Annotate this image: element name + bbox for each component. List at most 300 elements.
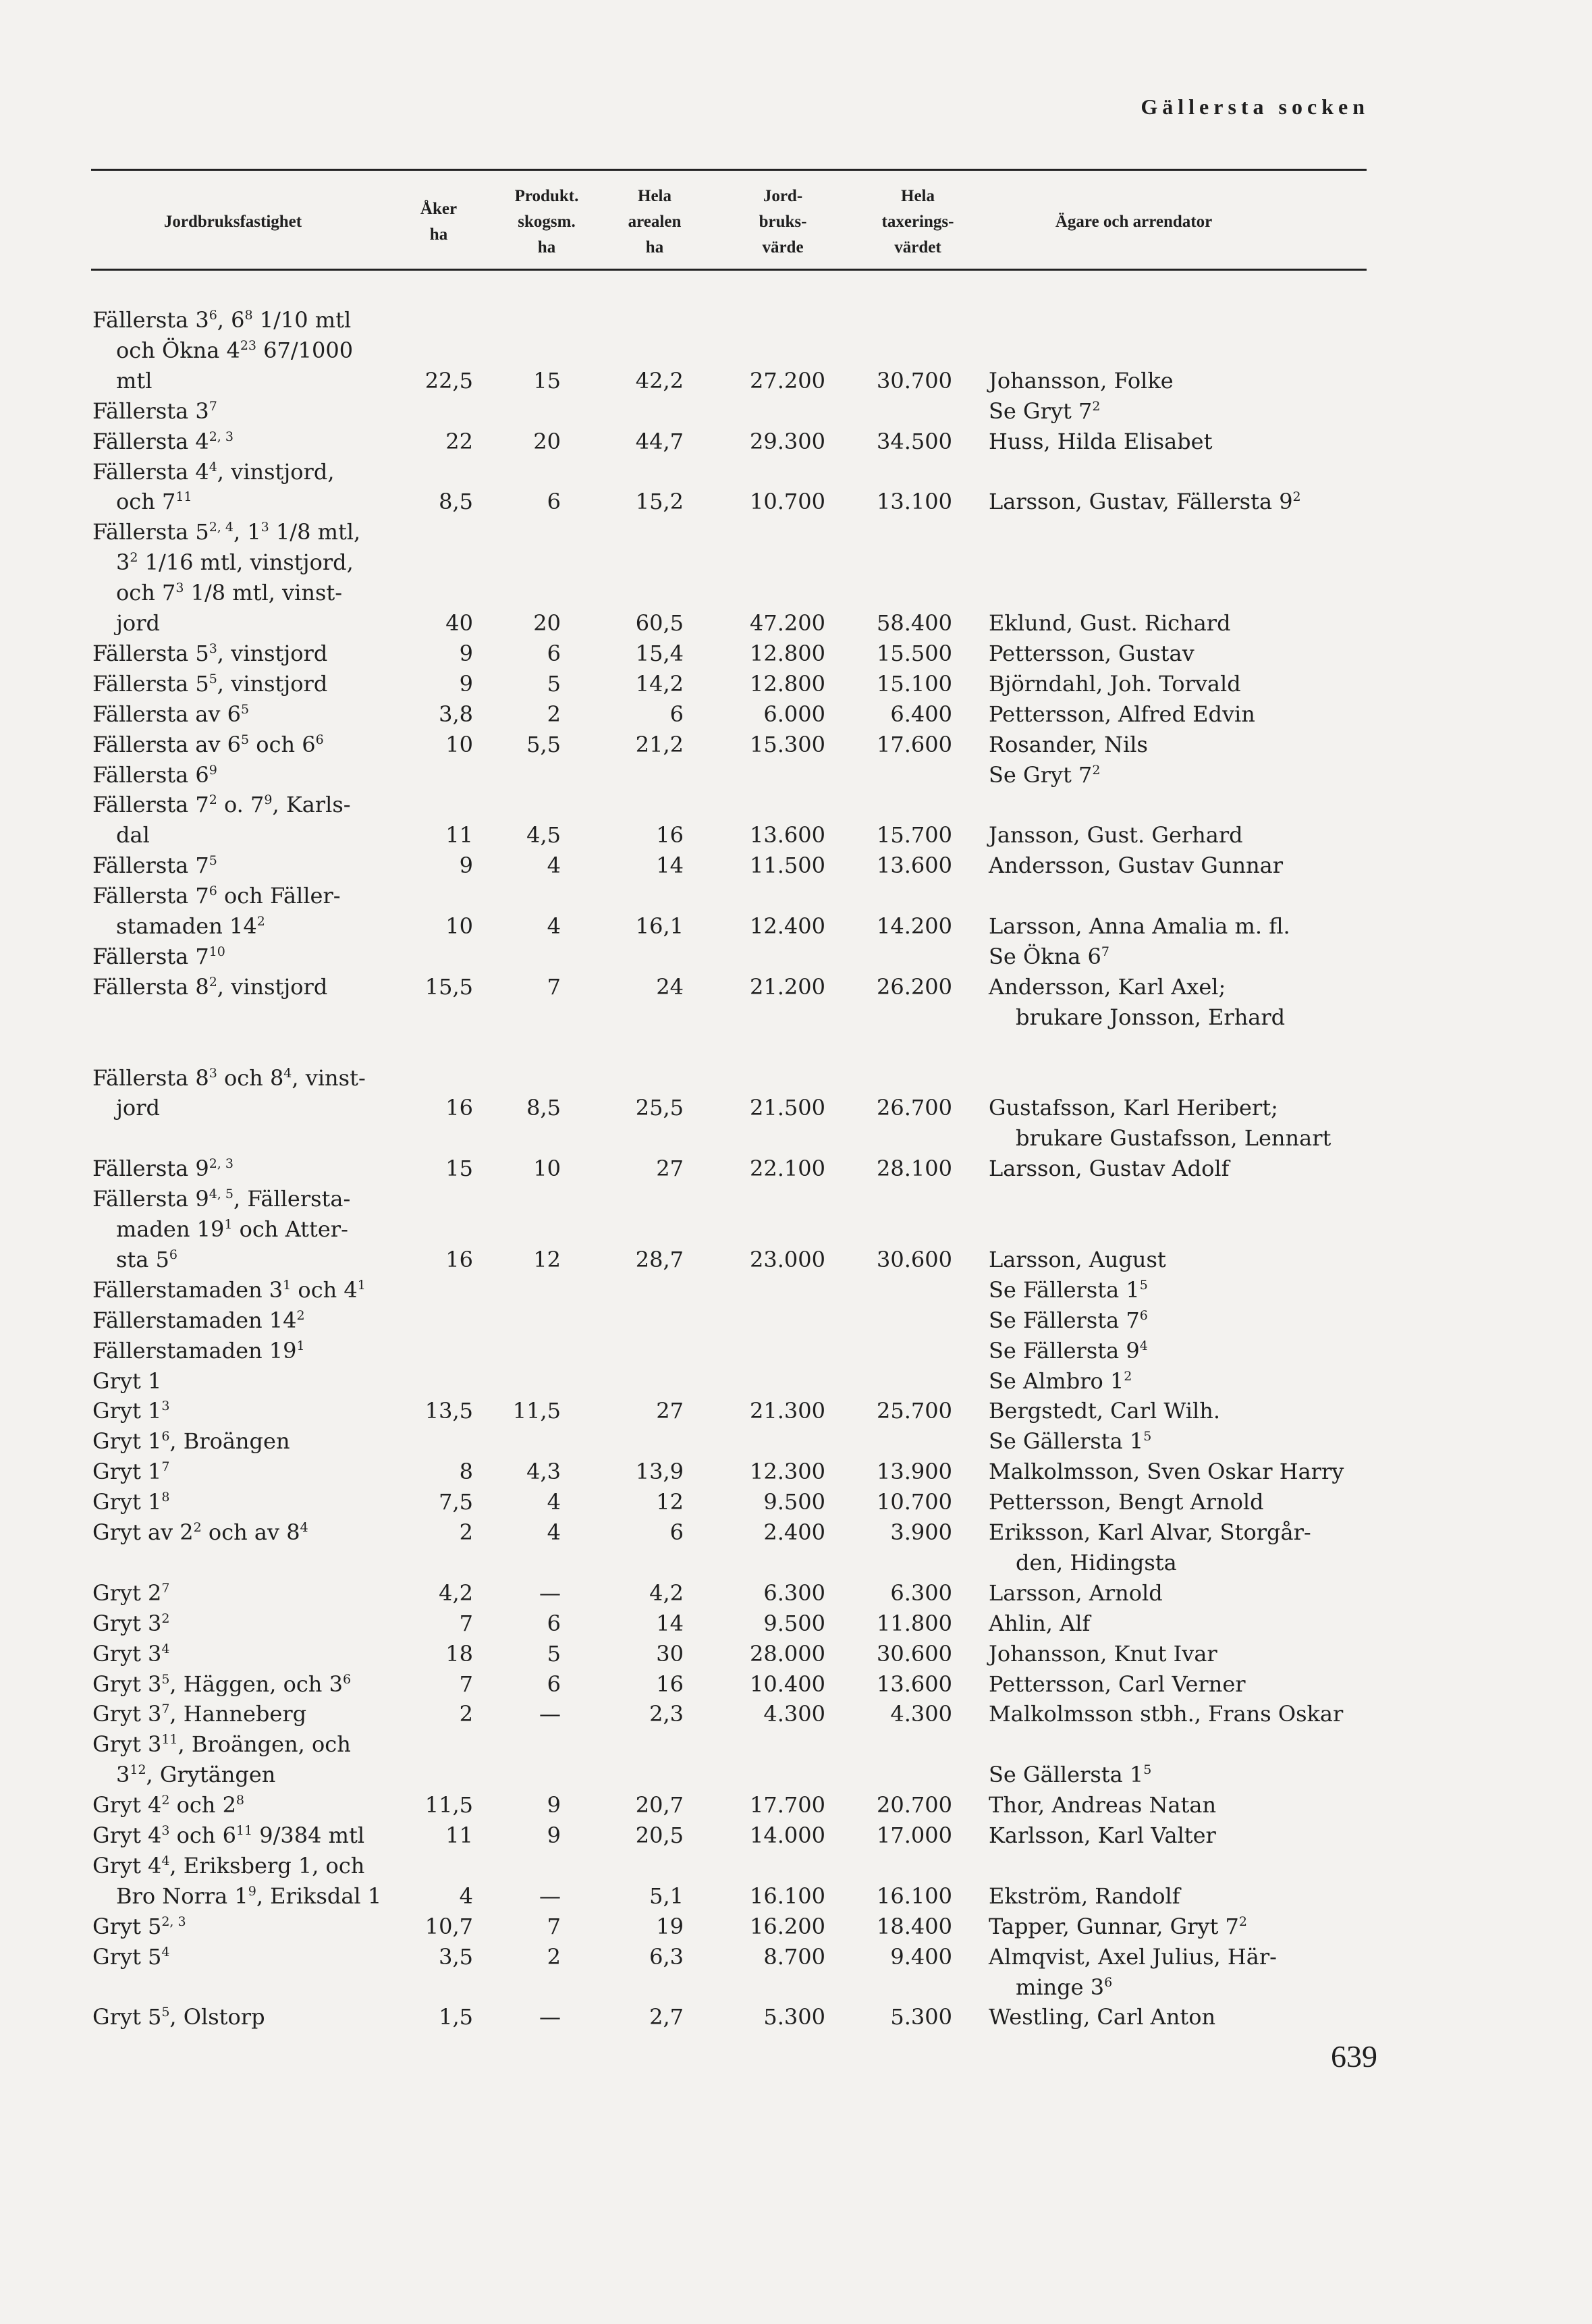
aker-value: 16 — [445, 1095, 473, 1121]
produkt-skog-value: 9 — [547, 1822, 561, 1848]
taxeringsvarde-value: 3.900 — [890, 1519, 952, 1545]
property-name: Gryt $4^2$ och $2^8$ — [92, 1792, 245, 1818]
hela-arealen-value: 15,2 — [635, 489, 684, 515]
produkt-skog-value: 20 — [533, 428, 561, 454]
table-row — [0, 1457, 1592, 1486]
taxeringsvarde-value: 13.600 — [877, 853, 952, 879]
aker-value: 15,5 — [424, 973, 473, 1000]
page-number: 639 — [1331, 2039, 1377, 2074]
table-row — [0, 578, 1592, 607]
owner-name: Johansson, Folke — [989, 367, 1174, 394]
table-row — [0, 517, 1592, 547]
hela-arealen-value: 24 — [656, 973, 684, 1000]
table-top-rule — [91, 169, 1367, 171]
owner-name: Malkolmsson, Sven Oskar Harry — [989, 1459, 1344, 1485]
property-name: och Ökna $4^{23}$ 67/1000 — [116, 337, 354, 363]
jordbruksvarde-value: 12.300 — [750, 1459, 825, 1485]
table-row — [0, 1669, 1592, 1699]
taxeringsvarde-value: 9.400 — [890, 1943, 952, 1970]
hela-arealen-value: 21,2 — [635, 731, 684, 757]
taxeringsvarde-value: 10.700 — [877, 1489, 952, 1515]
taxeringsvarde-value: 30.600 — [877, 1246, 952, 1272]
property-name: Fällerstamaden $3^1$ och $4^1$ — [92, 1276, 366, 1303]
table-row — [0, 1154, 1592, 1183]
property-name: Gryt 5$^{2, 3}$ — [92, 1913, 186, 1939]
table-row — [0, 1912, 1592, 1941]
property-name: Gryt $3^2$ — [92, 1610, 170, 1636]
owner-name: Se Fällersta $7^6$ — [989, 1307, 1148, 1333]
hela-arealen-value: 28,7 — [635, 1246, 684, 1272]
taxeringsvarde-value: 13.600 — [877, 1671, 952, 1697]
table-row — [0, 639, 1592, 668]
table-row — [0, 457, 1592, 487]
property-name: Fällersta av $6^5$ och $6^6$ — [92, 731, 324, 757]
property-name: $3^2$ 1/16 mtl, vinstjord, — [116, 549, 354, 576]
produkt-skog-value: 7 — [547, 973, 561, 1000]
property-name: Gryt $3^5$, Häggen, och $3^6$ — [92, 1671, 352, 1697]
property-name: Gryt $4^4$, Eriksberg 1, och — [92, 1852, 365, 1879]
jordbruksvarde-value: 16.200 — [750, 1913, 825, 1939]
jordbruksvarde-value: 4.300 — [763, 1701, 825, 1727]
property-name: och $7^3$ 1/8 mtl, vinst- — [116, 580, 343, 606]
property-name: stamaden $14^2$ — [116, 913, 265, 939]
property-name: Gryt $1^3$ — [92, 1398, 170, 1424]
property-name: Gryt $2^7$ — [92, 1579, 170, 1606]
taxeringsvarde-value: 20.700 — [877, 1792, 952, 1818]
table-row — [0, 1548, 1592, 1577]
owner-name: Larsson, Gustav, Fällersta $9^2$ — [989, 489, 1301, 515]
taxeringsvarde-value: 14.200 — [877, 913, 952, 939]
table-row — [0, 1245, 1592, 1274]
taxeringsvarde-value: 5.300 — [890, 2004, 952, 2030]
owner-name: Malkolmsson stbh., Frans Oskar — [989, 1701, 1344, 1727]
aker-value: 7 — [459, 1610, 473, 1636]
table-row — [0, 1123, 1592, 1153]
hela-arealen-value: 4,2 — [649, 1579, 684, 1606]
owner-name: Gustafsson, Karl Heribert; — [989, 1095, 1278, 1121]
table-row — [0, 1760, 1592, 1789]
owner-name: den, Hidingsta — [1016, 1549, 1177, 1575]
table-row — [0, 1609, 1592, 1638]
property-name: Fällersta av $6^5$ — [92, 701, 250, 727]
table-row — [0, 1063, 1592, 1093]
property-name: Fällersta 9$^{2, 3}$ — [92, 1156, 234, 1182]
aker-value: 2 — [459, 1701, 473, 1727]
page-header: Gällersta socken — [1141, 94, 1369, 119]
property-name: Gryt $5^4$ — [92, 1943, 170, 1970]
jordbruksvarde-value: 5.300 — [763, 2004, 825, 2030]
property-name: och $7^{11}$ — [116, 489, 192, 515]
aker-value: 9 — [459, 640, 473, 666]
table-row — [0, 335, 1592, 365]
aker-value: 11 — [445, 822, 473, 848]
produkt-skog-value: 6 — [547, 1671, 561, 1697]
property-name: jord — [116, 610, 160, 636]
table-row — [0, 881, 1592, 911]
owner-name: Larsson, Arnold — [989, 1579, 1163, 1606]
produkt-skog-value: 15 — [533, 367, 561, 394]
produkt-skog-value: 20 — [533, 610, 561, 636]
table-row — [0, 730, 1592, 759]
aker-value: 22 — [445, 428, 473, 454]
jordbruksvarde-value: 11.500 — [750, 853, 825, 879]
table-row — [0, 1851, 1592, 1881]
taxeringsvarde-value: 15.700 — [877, 822, 952, 848]
property-name: Gryt $3^7$, Hanneberg — [92, 1701, 307, 1727]
aker-value: 11,5 — [424, 1792, 473, 1818]
jordbruksvarde-value: 13.600 — [750, 822, 825, 848]
table-row — [0, 1639, 1592, 1669]
owner-name: Tapper, Gunnar, Gryt $7^2$ — [989, 1913, 1247, 1939]
table-row — [0, 427, 1592, 456]
table-row — [0, 1881, 1592, 1911]
owner-name: Thor, Andreas Natan — [989, 1792, 1217, 1818]
taxeringsvarde-value: 28.100 — [877, 1156, 952, 1182]
taxeringsvarde-value: 26.700 — [877, 1095, 952, 1121]
property-name: Fällersta $5^5$, vinstjord — [92, 670, 328, 697]
table-row — [0, 1426, 1592, 1456]
produkt-skog-value: 11,5 — [512, 1398, 561, 1424]
jordbruksvarde-value: 12.400 — [750, 913, 825, 939]
aker-value: 9 — [459, 670, 473, 697]
owner-name: Se Ökna $6^7$ — [989, 943, 1109, 969]
taxeringsvarde-value: 30.700 — [877, 367, 952, 394]
table-row — [0, 2002, 1592, 2032]
taxeringsvarde-value: 11.800 — [877, 1610, 952, 1636]
jordbruksvarde-value: 16.100 — [750, 1883, 825, 1909]
table-row — [0, 1002, 1592, 1032]
table-row — [0, 1366, 1592, 1396]
owner-name: Pettersson, Bengt Arnold — [989, 1489, 1264, 1515]
owner-name: Andersson, Karl Axel; — [989, 973, 1226, 1000]
aker-value: 18 — [445, 1640, 473, 1667]
col-header-taxeringsvarde: Hela taxerings- värdet — [881, 187, 954, 256]
hela-arealen-value: 25,5 — [635, 1095, 684, 1121]
produkt-skog-value: 8,5 — [526, 1095, 561, 1121]
table-row — [0, 1729, 1592, 1759]
col-header-produkt: Produkt. skogsm. ha — [514, 187, 579, 256]
table-row — [0, 1396, 1592, 1426]
table-row — [0, 1033, 1592, 1062]
owner-name: Eriksson, Karl Alvar, Storgår- — [989, 1519, 1311, 1545]
aker-value: 3,8 — [439, 701, 473, 727]
owner-name: Rosander, Nils — [989, 731, 1148, 757]
hela-arealen-value: 15,4 — [635, 640, 684, 666]
hela-arealen-value: 13,9 — [635, 1459, 684, 1485]
taxeringsvarde-value: 4.300 — [890, 1701, 952, 1727]
owner-name: Almqvist, Axel Julius, Här- — [989, 1943, 1277, 1970]
owner-name: Se Gryt $7^2$ — [989, 761, 1101, 788]
table-header-rule — [91, 269, 1367, 271]
property-name: Fällersta $8^2$, vinstjord — [92, 973, 328, 1000]
owner-name: Se Gällersta $1^5$ — [989, 1428, 1152, 1455]
taxeringsvarde-value: 30.600 — [877, 1640, 952, 1667]
property-name: Gryt av $2^2$ och av $8^4$ — [92, 1519, 308, 1545]
hela-arealen-value: 14,2 — [635, 670, 684, 697]
table-row — [0, 305, 1592, 335]
owner-name: Se Gryt $7^2$ — [989, 398, 1101, 424]
jordbruksvarde-value: 12.800 — [750, 640, 825, 666]
produkt-skog-value: — — [539, 1579, 561, 1606]
aker-value: 11 — [445, 1822, 473, 1848]
aker-value: 4,2 — [439, 1579, 473, 1606]
owner-name: Andersson, Gustav Gunnar — [989, 853, 1284, 879]
jordbruksvarde-value: 17.700 — [750, 1792, 825, 1818]
table-row — [0, 942, 1592, 971]
table-row — [0, 972, 1592, 1002]
property-name: Gryt $1^6$, Broängen — [92, 1428, 290, 1455]
hela-arealen-value: 2,7 — [649, 2004, 684, 2030]
hela-arealen-value: 42,2 — [635, 367, 684, 394]
property-name: Fällersta $4^4$, vinstjord, — [92, 458, 335, 485]
produkt-skog-value: — — [539, 1701, 561, 1727]
hela-arealen-value: 2,3 — [649, 1701, 684, 1727]
table-row — [0, 820, 1592, 850]
table-row — [0, 1790, 1592, 1820]
table-row — [0, 1184, 1592, 1214]
table-row — [0, 1093, 1592, 1123]
hela-arealen-value: 30 — [656, 1640, 684, 1667]
owner-name: Karlsson, Karl Valter — [989, 1822, 1216, 1848]
jordbruksvarde-value: 15.300 — [750, 731, 825, 757]
col-header-owner: Ägare och arrendator — [1055, 213, 1213, 231]
table-row — [0, 487, 1592, 516]
jordbruksvarde-value: 29.300 — [750, 428, 825, 454]
aker-value: 8,5 — [439, 489, 473, 515]
owner-name: Johansson, Knut Ivar — [989, 1640, 1217, 1667]
property-name: jord — [116, 1095, 160, 1121]
property-name: Gryt $1^8$ — [92, 1489, 170, 1515]
property-name: Fällersta 4$^{2, 3}$ — [92, 428, 234, 454]
property-name: mtl — [116, 367, 153, 394]
owner-name: Se Fällersta $9^4$ — [989, 1337, 1148, 1363]
jordbruksvarde-value: 12.800 — [750, 670, 825, 697]
owner-name: Jansson, Gust. Gerhard — [989, 822, 1243, 848]
hela-arealen-value: 20,7 — [635, 1792, 684, 1818]
jordbruksvarde-value: 47.200 — [750, 610, 825, 636]
produkt-skog-value: 6 — [547, 640, 561, 666]
jordbruksvarde-value: 23.000 — [750, 1246, 825, 1272]
col-header-hela-areal: Hela arealen ha — [628, 187, 682, 256]
produkt-skog-value: — — [539, 2004, 561, 2030]
jordbruksvarde-value: 10.700 — [750, 489, 825, 515]
jordbruksvarde-value: 10.400 — [750, 1671, 825, 1697]
taxeringsvarde-value: 17.600 — [877, 731, 952, 757]
col-header-jordbruksvarde: Jord- bruks- värde — [759, 187, 807, 256]
owner-name: brukare Jonsson, Erhard — [1016, 1004, 1286, 1030]
aker-value: 40 — [445, 610, 473, 636]
owner-name: Pettersson, Gustav — [989, 640, 1195, 666]
produkt-skog-value: 4,5 — [526, 822, 561, 848]
col-header-aker: Åker ha — [420, 200, 458, 244]
aker-value: 1,5 — [439, 2004, 473, 2030]
taxeringsvarde-value: 15.500 — [877, 640, 952, 666]
produkt-skog-value: 6 — [547, 1610, 561, 1636]
produkt-skog-value: 5 — [547, 670, 561, 697]
property-name: dal — [116, 822, 150, 848]
hela-arealen-value: 19 — [656, 1913, 684, 1939]
produkt-skog-value: 6 — [547, 489, 561, 515]
property-name: Fällersta $5^3$, vinstjord — [92, 640, 328, 666]
property-name: Fällersta $3^7$ — [92, 398, 217, 424]
aker-value: 16 — [445, 1246, 473, 1272]
hela-arealen-value: 5,1 — [649, 1883, 684, 1909]
owner-name: Ahlin, Alf — [989, 1610, 1091, 1636]
produkt-skog-value: 4 — [547, 1519, 561, 1545]
taxeringsvarde-value: 13.900 — [877, 1459, 952, 1485]
taxeringsvarde-value: 13.100 — [877, 489, 952, 515]
taxeringsvarde-value: 26.200 — [877, 973, 952, 1000]
jordbruksvarde-value: 21.500 — [750, 1095, 825, 1121]
property-name: Fällersta $3^6$, $6^8$ 1/10 mtl — [92, 307, 352, 333]
property-name: $3^{12}$, Grytängen — [116, 1762, 276, 1788]
owner-name: Se Fällersta $1^5$ — [989, 1276, 1148, 1303]
produkt-skog-value: 4 — [547, 1489, 561, 1515]
jordbruksvarde-value: 9.500 — [763, 1489, 825, 1515]
aker-value: 7 — [459, 1671, 473, 1697]
table-row — [0, 699, 1592, 729]
property-name: Gryt 1 — [92, 1368, 162, 1394]
property-name: Fällerstamaden $14^2$ — [92, 1307, 305, 1333]
aker-value: 7,5 — [439, 1489, 473, 1515]
col-header-property: Jordbruksfastighet — [163, 213, 302, 231]
aker-value: 10 — [445, 913, 473, 939]
table-row — [0, 366, 1592, 396]
jordbruksvarde-value: 21.200 — [750, 973, 825, 1000]
table-row — [0, 790, 1592, 819]
jordbruksvarde-value: 14.000 — [750, 1822, 825, 1848]
aker-value: 2 — [459, 1519, 473, 1545]
aker-value: 3,5 — [439, 1943, 473, 1970]
property-name: Bro Norra $1^9$, Eriksdal 1 — [116, 1883, 382, 1909]
owner-name: Huss, Hilda Elisabet — [989, 428, 1213, 454]
table-row — [0, 669, 1592, 699]
property-name: Fällersta $6^9$ — [92, 761, 217, 788]
taxeringsvarde-value: 16.100 — [877, 1883, 952, 1909]
taxeringsvarde-value: 15.100 — [877, 670, 952, 697]
jordbruksvarde-value: 8.700 — [763, 1943, 825, 1970]
table-row — [0, 911, 1592, 941]
table-row — [0, 608, 1592, 638]
property-name: sta $5^6$ — [116, 1246, 177, 1272]
hela-arealen-value: 12 — [656, 1489, 684, 1515]
jordbruksvarde-value: 9.500 — [763, 1610, 825, 1636]
jordbruksvarde-value: 28.000 — [750, 1640, 825, 1667]
aker-value: 22,5 — [424, 367, 473, 394]
produkt-skog-value: 5 — [547, 1640, 561, 1667]
jordbruksvarde-value: 21.300 — [750, 1398, 825, 1424]
produkt-skog-value: — — [539, 1883, 561, 1909]
hela-arealen-value: 16 — [656, 822, 684, 848]
produkt-skog-value: 12 — [533, 1246, 561, 1272]
owner-name: Larsson, Anna Amalia m. fl. — [989, 913, 1290, 939]
hela-arealen-value: 14 — [656, 1610, 684, 1636]
aker-value: 4 — [459, 1883, 473, 1909]
aker-value: 10,7 — [424, 1913, 473, 1939]
produkt-skog-value: 2 — [547, 701, 561, 727]
hela-arealen-value: 6 — [669, 1519, 684, 1545]
property-name: Gryt $3^4$ — [92, 1640, 170, 1667]
hela-arealen-value: 16 — [656, 1671, 684, 1697]
table-row — [0, 850, 1592, 880]
property-name: Fällersta 9$^{4, 5}$, Fällersta- — [92, 1186, 351, 1212]
produkt-skog-value: 4 — [547, 913, 561, 939]
owner-name: Pettersson, Carl Verner — [989, 1671, 1246, 1697]
hela-arealen-value: 16,1 — [635, 913, 684, 939]
hela-arealen-value: 44,7 — [635, 428, 684, 454]
table-row — [0, 1336, 1592, 1366]
property-name: Fällersta $7^{10}$ — [92, 943, 225, 969]
table-row — [0, 1275, 1592, 1305]
table-row — [0, 396, 1592, 426]
owner-name: Ekström, Randolf — [989, 1883, 1180, 1909]
table-row — [0, 547, 1592, 577]
produkt-skog-value: 5,5 — [526, 731, 561, 757]
taxeringsvarde-value: 17.000 — [877, 1822, 952, 1848]
table-row — [0, 1942, 1592, 1972]
hela-arealen-value: 6,3 — [649, 1943, 684, 1970]
jordbruksvarde-value: 22.100 — [750, 1156, 825, 1182]
hela-arealen-value: 27 — [656, 1156, 684, 1182]
property-name: Fällerstamaden $19^1$ — [92, 1337, 305, 1363]
produkt-skog-value: 2 — [547, 1943, 561, 1970]
table-row — [0, 1214, 1592, 1244]
property-name: Gryt $3^{11}$, Broängen, och — [92, 1731, 351, 1758]
table-row — [0, 1972, 1592, 2002]
table-row — [0, 1305, 1592, 1335]
jordbruksvarde-value: 2.400 — [763, 1519, 825, 1545]
owner-name: Se Gällersta $1^5$ — [989, 1762, 1152, 1788]
owner-name: Björndahl, Joh. Torvald — [989, 670, 1241, 697]
produkt-skog-value: 10 — [533, 1156, 561, 1182]
jordbruksvarde-value: 6.000 — [763, 701, 825, 727]
jordbruksvarde-value: 27.200 — [750, 367, 825, 394]
owner-name: Westling, Carl Anton — [989, 2004, 1216, 2030]
produkt-skog-value: 9 — [547, 1792, 561, 1818]
taxeringsvarde-value: 6.400 — [890, 701, 952, 727]
owner-name: minge $3^6$ — [1016, 1974, 1113, 2000]
property-name: Fällersta $7^2$ o. $7^9$, Karls- — [92, 792, 351, 818]
property-name: Fällersta 5$^{2, 4}$, $1^3$ 1/8 mtl, — [92, 519, 361, 545]
taxeringsvarde-value: 58.400 — [877, 610, 952, 636]
aker-value: 10 — [445, 731, 473, 757]
taxeringsvarde-value: 25.700 — [877, 1398, 952, 1424]
owner-name: Larsson, Gustav Adolf — [989, 1156, 1230, 1182]
taxeringsvarde-value: 34.500 — [877, 428, 952, 454]
aker-value: 8 — [459, 1459, 473, 1485]
property-name: Gryt $5^5$, Olstorp — [92, 2004, 265, 2030]
produkt-skog-value: 4 — [547, 853, 561, 879]
property-name: Fällersta $8^3$ och $8^4$, vinst- — [92, 1064, 366, 1091]
table-row — [0, 760, 1592, 790]
owner-name: Se Almbro $1^2$ — [989, 1368, 1132, 1394]
property-name: Fällersta $7^6$ och Fäller- — [92, 883, 341, 909]
aker-value: 15 — [445, 1156, 473, 1182]
produkt-skog-value: 4,3 — [526, 1459, 561, 1485]
jordbruksvarde-value: 6.300 — [763, 1579, 825, 1606]
aker-value: 9 — [459, 853, 473, 879]
table-row — [0, 1699, 1592, 1729]
owner-name: brukare Gustafsson, Lennart — [1016, 1125, 1332, 1152]
taxeringsvarde-value: 6.300 — [890, 1579, 952, 1606]
owner-name: Bergstedt, Carl Wilh. — [989, 1398, 1220, 1424]
property-name: Gryt $1^7$ — [92, 1459, 170, 1485]
table-row — [0, 1517, 1592, 1547]
aker-value: 13,5 — [424, 1398, 473, 1424]
table-row — [0, 1820, 1592, 1850]
hela-arealen-value: 60,5 — [635, 610, 684, 636]
table-row — [0, 1487, 1592, 1517]
